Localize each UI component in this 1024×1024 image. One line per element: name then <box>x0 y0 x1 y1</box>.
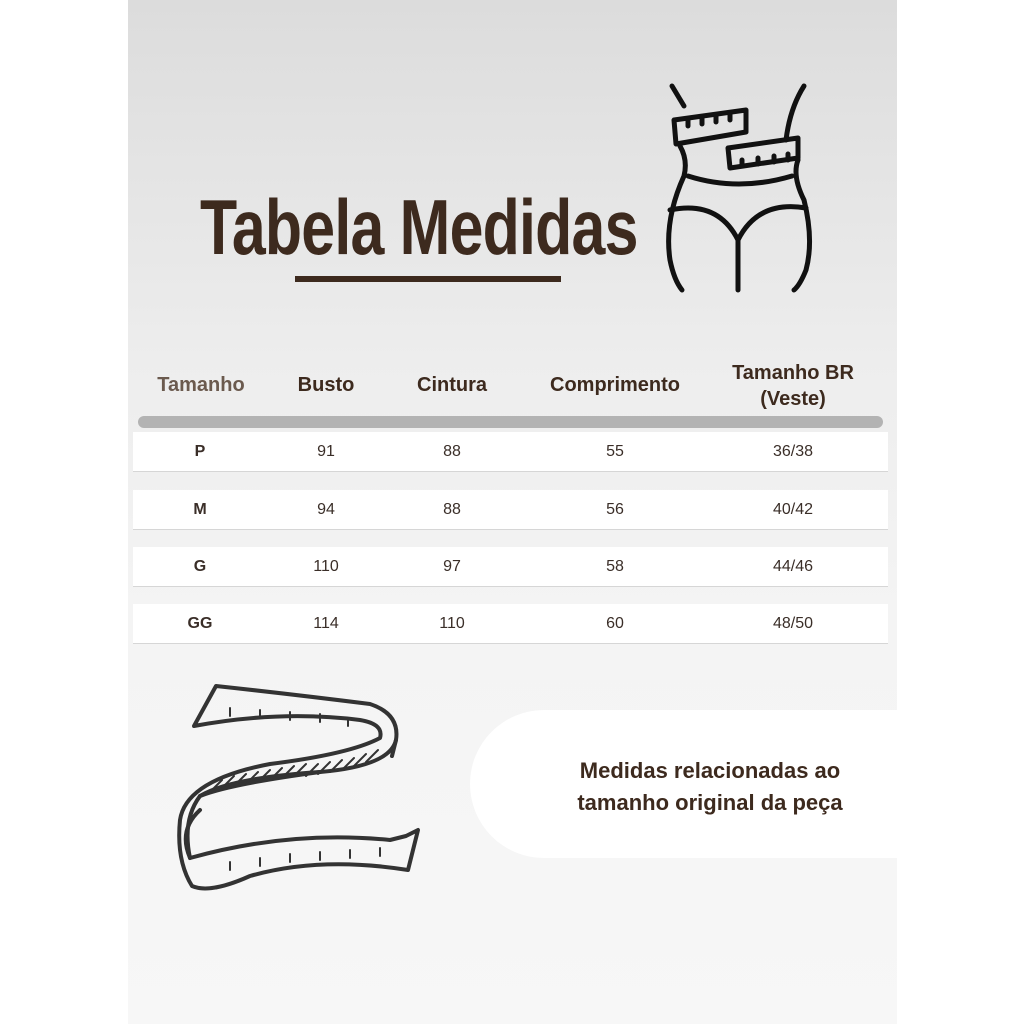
title-underline <box>295 276 561 282</box>
cell-cintura: 110 <box>439 615 465 632</box>
cell-tamanho-br: 40/42 <box>772 501 814 518</box>
table-row <box>133 604 888 644</box>
cell-cintura: 97 <box>443 558 461 575</box>
cell-size: GG <box>187 615 213 632</box>
cell-busto: 94 <box>317 501 335 518</box>
cell-busto: 91 <box>317 443 335 460</box>
body-measuring-tape-icon <box>658 80 818 295</box>
measuring-tape-icon <box>170 680 430 900</box>
header-divider-bar <box>138 416 883 428</box>
table-row <box>133 490 888 530</box>
cell-size: M <box>193 501 207 518</box>
header-tamanho: Tamanho <box>157 374 245 396</box>
cell-cintura: 88 <box>443 443 461 460</box>
cell-tamanho-br: 44/46 <box>772 558 814 575</box>
page-title: Tabela Medidas <box>200 183 638 271</box>
table-row <box>133 547 888 587</box>
header-tamanho-br-line1: Tamanho BR <box>732 362 854 384</box>
header-tamanho-br-line2: (Veste) <box>760 388 826 410</box>
cell-comprimento: 58 <box>606 558 624 575</box>
measurement-note <box>540 755 880 819</box>
cell-tamanho-br: 48/50 <box>772 615 814 632</box>
cell-busto: 110 <box>313 558 339 575</box>
table-row <box>133 432 888 472</box>
cell-size: P <box>194 443 206 460</box>
cell-comprimento: 55 <box>606 443 624 460</box>
header-busto: Busto <box>297 374 355 396</box>
cell-size: G <box>193 558 207 575</box>
cell-tamanho-br: 36/38 <box>772 443 814 460</box>
cell-busto: 114 <box>313 615 339 632</box>
cell-cintura: 88 <box>443 501 461 518</box>
note-line1: Medidas relacionadas ao <box>579 758 841 783</box>
header-comprimento: Comprimento <box>550 374 680 396</box>
header-tamanho-br <box>732 360 854 412</box>
header-cintura: Cintura <box>417 374 487 396</box>
cell-comprimento: 56 <box>606 501 624 518</box>
cell-comprimento: 60 <box>606 615 624 632</box>
note-line2: tamanho original da peça <box>577 790 843 815</box>
